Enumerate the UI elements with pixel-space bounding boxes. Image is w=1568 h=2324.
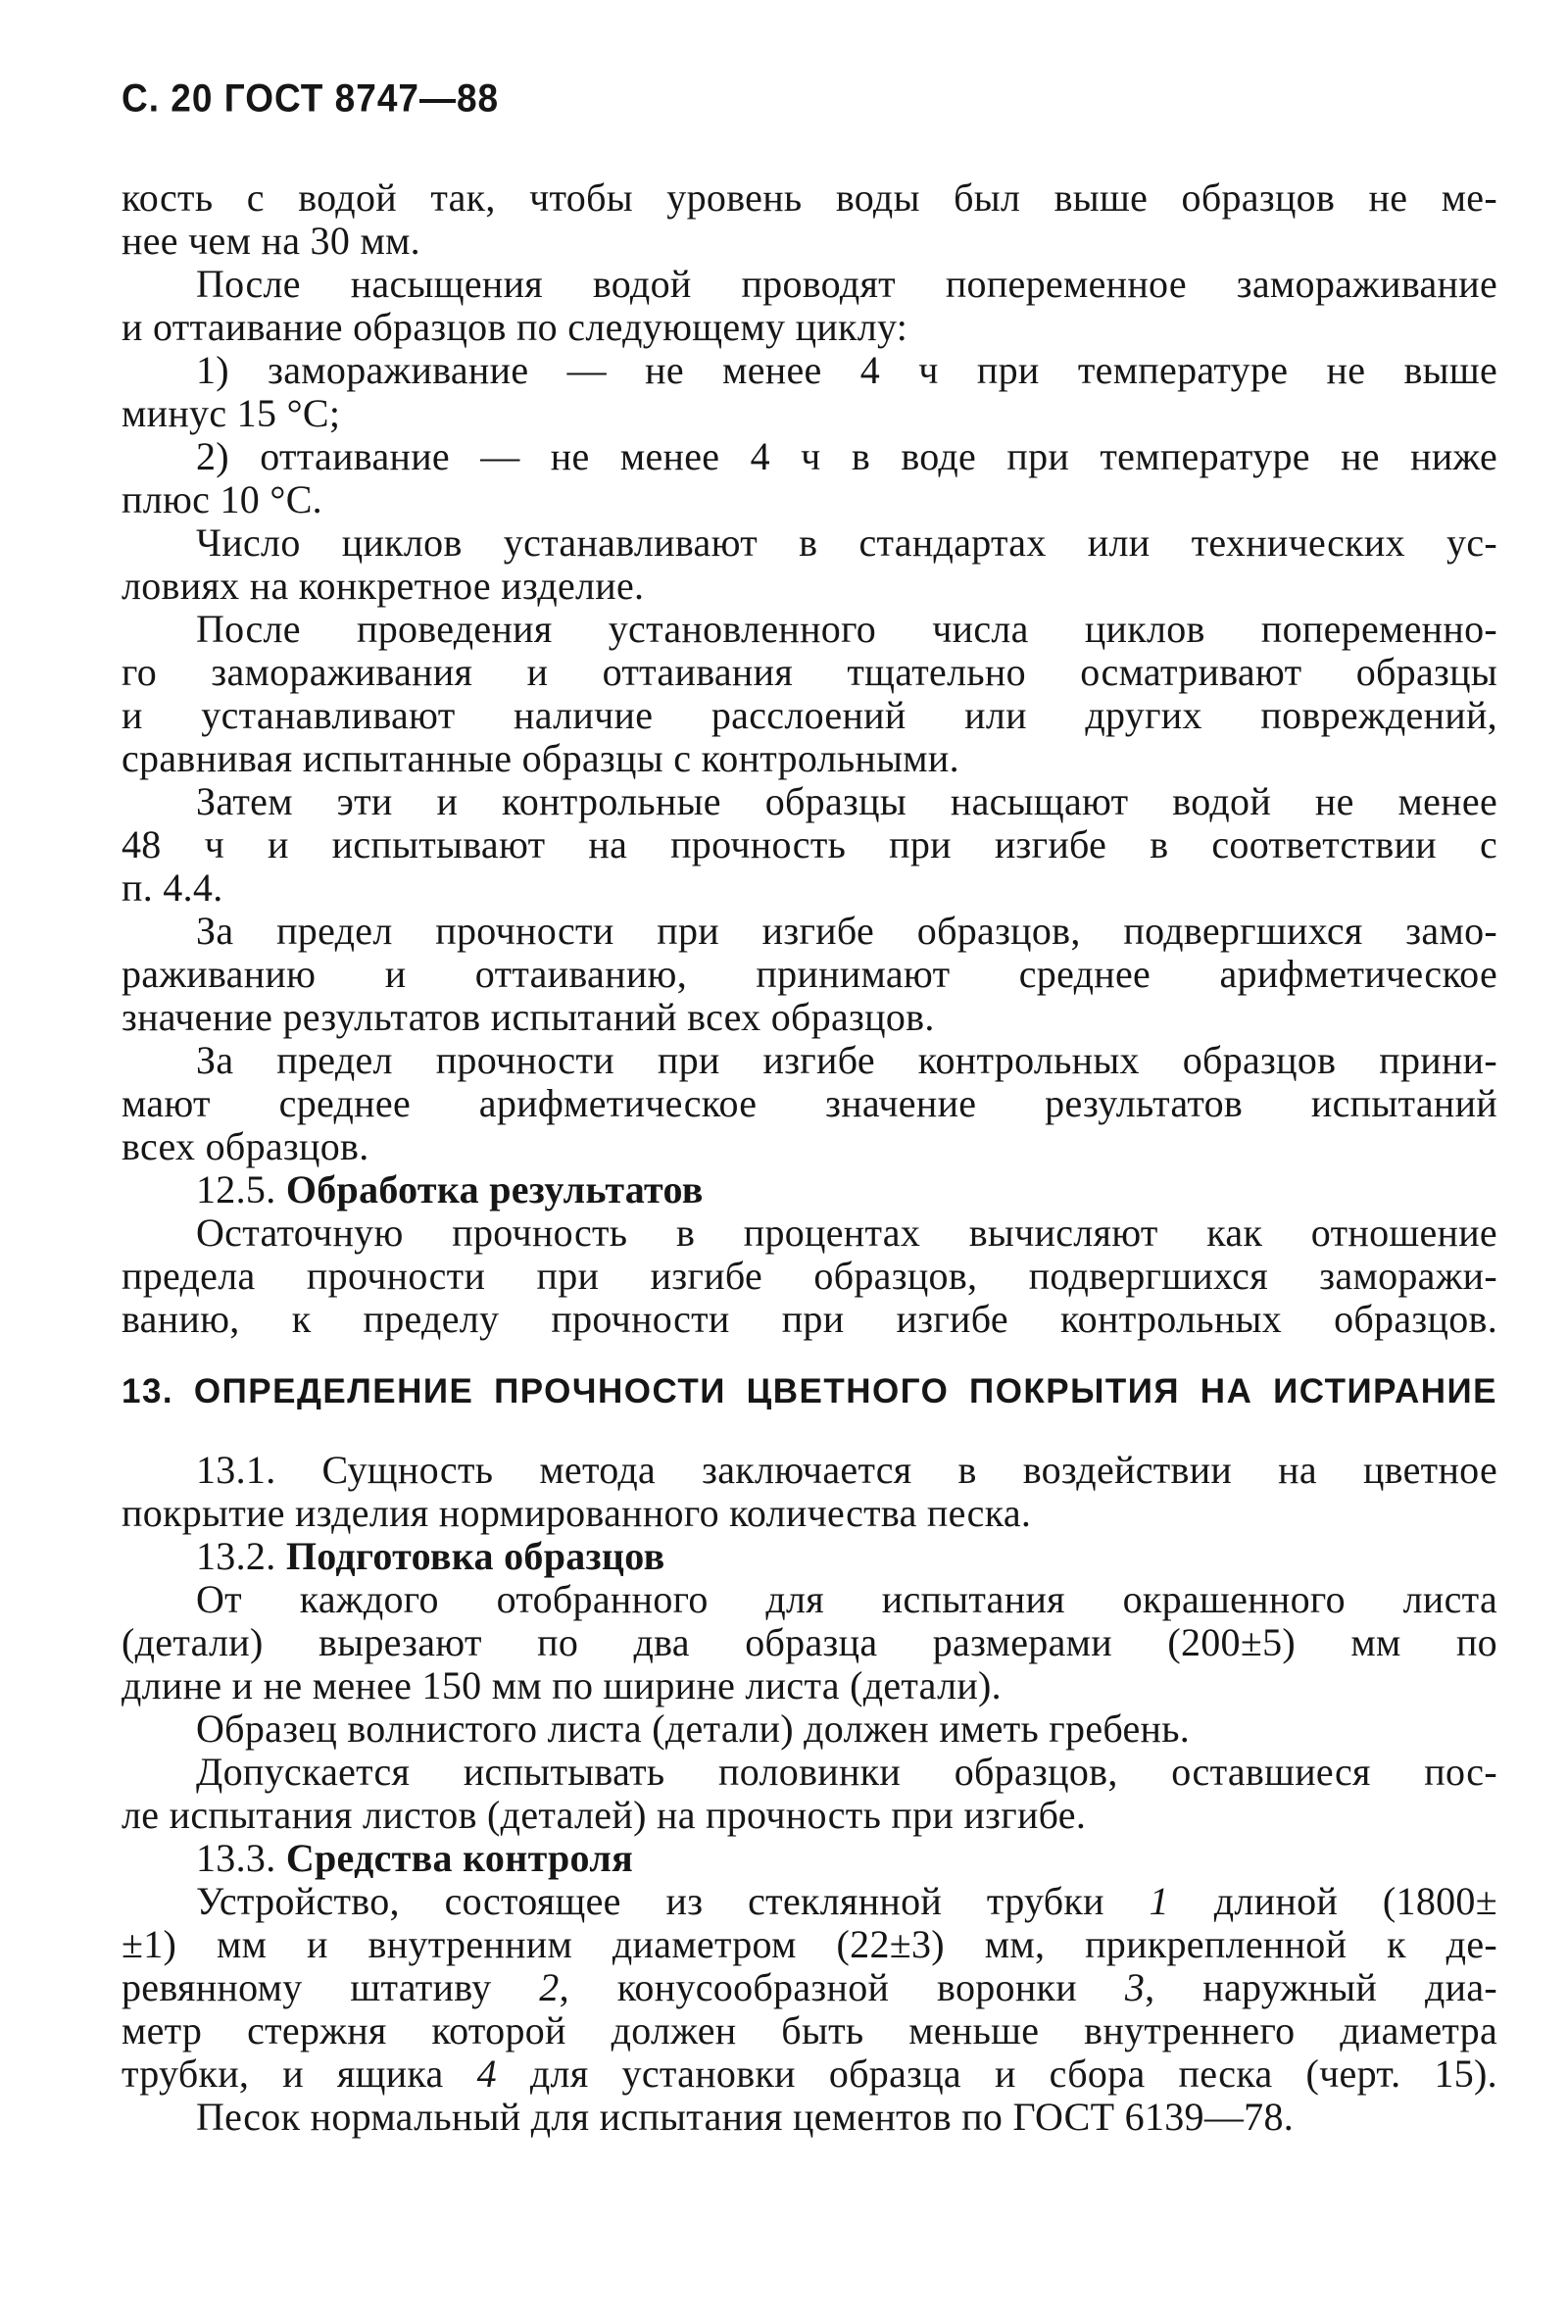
text-line: За предел прочности при изгибе образцов, подвергшихся замо- [196, 909, 1497, 953]
text-line: За предел прочности при изгибе контрольных образцов прини- [196, 1038, 1497, 1082]
text-line: (детали) вырезают по два образца размерами (200±5) мм по [122, 1620, 1497, 1664]
list-item-line: 1) замораживание — не менее 4 ч при температуре не выше [196, 348, 1497, 392]
text-line: длине и не менее 150 мм по ширине листа (детали). [122, 1663, 1002, 1707]
text-fragment: , наружный диа- [1145, 1965, 1497, 2009]
text-line: Песок нормальный для испытания цементов по ГОСТ 6139—78. [196, 2095, 1295, 2139]
text-line: 13.1. Сущность метода заключается в воздействии на цветное [196, 1448, 1497, 1492]
text-line: го замораживания и оттаивания тщательно осматривают образцы [122, 650, 1497, 694]
figure-ref-number: 4 [476, 2052, 497, 2096]
text-line: сравнивая испытанные образцы с контрольными. [122, 736, 959, 780]
figure-ref-number: 2 [539, 1965, 560, 2009]
text-line: и оттаивание образцов по следующему циклу: [122, 305, 908, 349]
text-line: Число циклов устанавливают в стандартах или технических ус- [196, 520, 1497, 565]
text-line: ванию, к пределу прочности при изгибе контрольных образцов. [122, 1297, 1497, 1341]
figure-ref-number: 3 [1124, 1965, 1146, 2009]
text-line: 48 ч и испытывают на прочность при изгибе в соответствии с [122, 822, 1497, 866]
figure-ref-number: 1 [1149, 1879, 1169, 1923]
text-line: раживанию и оттаиванию, принимают среднее арифметическое [122, 952, 1497, 996]
text-line: ле испытания листов (деталей) на прочность при изгибе. [122, 1793, 1087, 1837]
text-line: всех образцов. [122, 1124, 369, 1168]
text-line: п. 4.4. [122, 865, 223, 910]
subsection-number: 13.3. [196, 1836, 276, 1880]
text-line: Образец волнистого листа (детали) должен иметь гребень. [196, 1706, 1191, 1751]
text-line: мают среднее арифметическое значение результатов испытаний [122, 1081, 1497, 1125]
text-line: ±1) мм и внутренним диаметром (22±3) мм, прикрепленной к де- [122, 1922, 1497, 1966]
section-heading: 13. ОПРЕДЕЛЕНИЕ ПРОЧНОСТИ ЦВЕТНОГО ПОКРЫТИЯ НА ИСТИРАНИЕ [122, 1372, 1497, 1410]
text-line: метр стержня которой должен быть меньше внутреннего диаметра [122, 2008, 1497, 2052]
page-header: С. 20 ГОСТ 8747—88 [122, 76, 500, 121]
subsection-heading [196, 1168, 1497, 1211]
subsection-number: 13.2. [196, 1534, 276, 1578]
text-line: Допускается испытывать половинки образцов, оставшиеся пос- [196, 1750, 1497, 1794]
text-line [196, 1880, 1497, 1923]
list-item-line: плюс 10 °С. [122, 477, 322, 521]
text-fragment: , конусообразной воронки [559, 1965, 1077, 2009]
text-line: значение результатов испытаний всех образцов. [122, 995, 935, 1039]
list-item-line: минус 15 °С; [122, 391, 341, 435]
subsection-title: Средства контроля [285, 1836, 634, 1880]
text-fragment: для установки образца и сбора песка (черт. 15). [529, 2052, 1497, 2096]
subsection-title: Подготовка образцов [285, 1534, 665, 1578]
text-fragment: Устройство, состоящее из стеклянной трубки [196, 1879, 1104, 1923]
text-line: ловиях на конкретное изделие. [122, 564, 645, 608]
text-line: нее чем на 30 мм. [122, 219, 420, 263]
list-item-line: 2) оттаивание — не менее 4 ч в воде при температуре не ниже [196, 434, 1497, 478]
text-line: Остаточную прочность в процентах вычисляют как отношение [196, 1211, 1497, 1255]
text-line [122, 1966, 1497, 2009]
subsection-number: 12.5. [196, 1167, 276, 1211]
text-fragment: длиной (1800± [1213, 1879, 1497, 1923]
subsection-title: Обработка результатов [285, 1167, 704, 1211]
text-line: После проведения установленного числа циклов попеременно- [196, 607, 1497, 651]
text-line: кость с водой так, чтобы уровень воды был выше образцов не ме- [122, 175, 1497, 220]
text-line: и устанавливают наличие расслоений или других повреждений, [122, 693, 1497, 737]
subsection-heading [196, 1535, 1497, 1578]
text-line: От каждого отобранного для испытания окрашенного листа [196, 1577, 1497, 1621]
text-line [122, 2052, 1497, 2096]
text-line: После насыщения водой проводят попеременное замораживание [196, 262, 1497, 306]
text-line: покрытие изделия нормированного количества песка. [122, 1491, 1032, 1535]
text-fragment: трубки, и ящика [122, 2052, 444, 2096]
text-fragment: ревянному штативу [122, 1965, 492, 2009]
text-line: Затем эти и контрольные образцы насыщают водой не менее [196, 779, 1497, 823]
text-line: предела прочности при изгибе образцов, подвергшихся заморажи- [122, 1254, 1497, 1298]
subsection-heading [196, 1837, 1497, 1880]
